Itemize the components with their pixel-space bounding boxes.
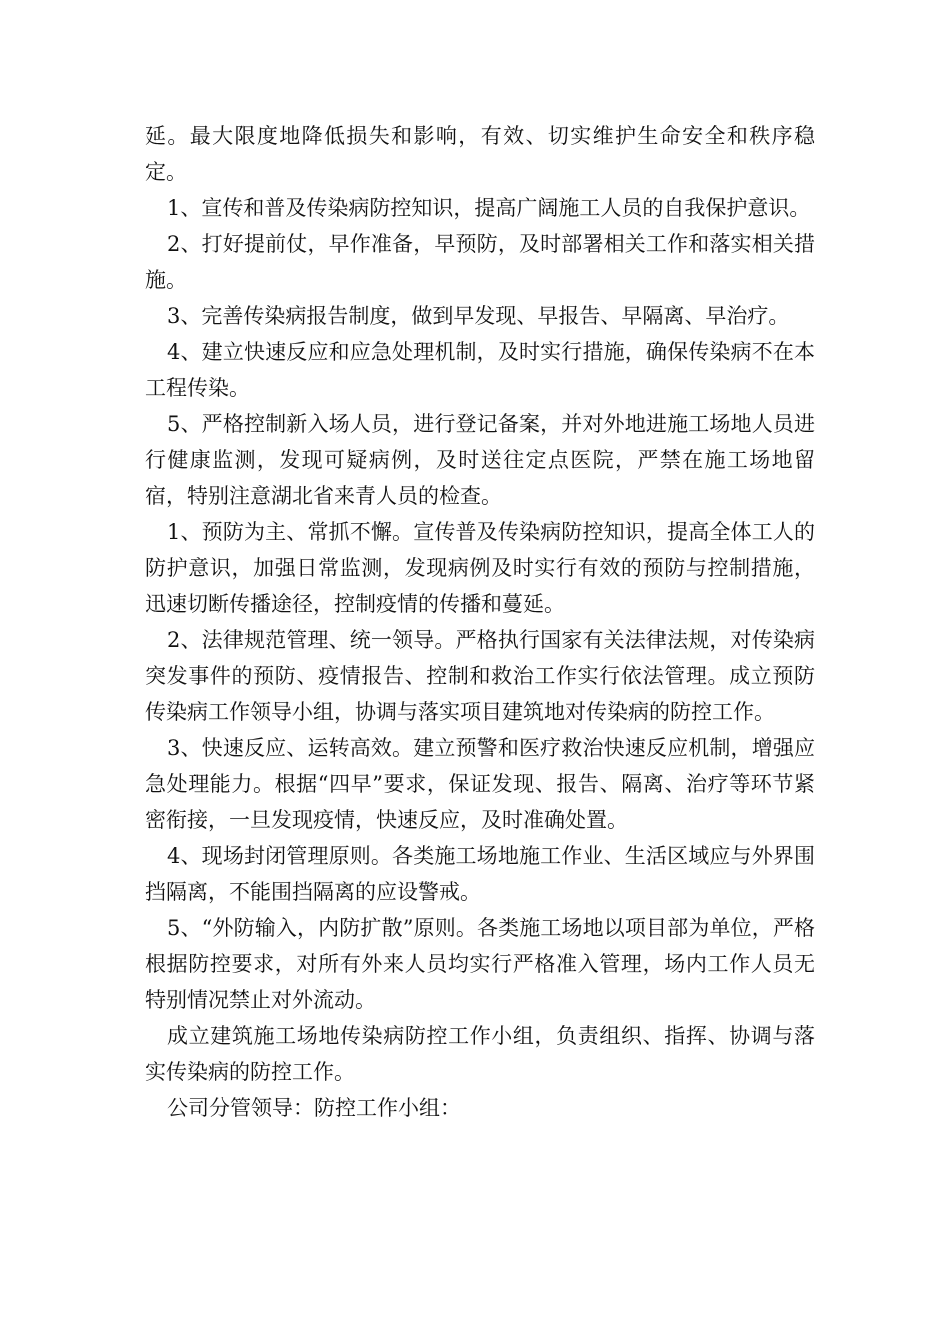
paragraph-team-setup: 成立建筑施工场地传染病防控工作小组，负责组织、指挥、协调与落实传染病的防控工作。 xyxy=(145,1024,815,1084)
paragraph-measure-1: 1、宣传和普及传染病防控知识，提高广阔施工人员的自我保护意识。 xyxy=(167,196,811,220)
paragraph-measure-2: 2、打好提前仗，早作准备，早预防，及时部署相关工作和落实相关措施。 xyxy=(145,232,815,292)
paragraph-principle-2: 2、法律规范管理、统一领导。严格执行国家有关法律法规，对传染病突发事件的预防、疫情报告、控制和救治工作实行依法管理。成立预防传染病工作领导小组，协调与落实项目建筑地对传染病的防控工作。 xyxy=(145,628,815,724)
paragraph-principle-1: 1、预防为主、常抓不懈。宣传普及传染病防控知识，提高全体工人的防护意识，加强日常监测，发现病例及时实行有效的预防与控制措施，迅速切断传播途径，控制疫情的传播和蔓延。 xyxy=(145,520,815,616)
paragraph-principle-5: 5、“外防输入，内防扩散”原则。各类施工场地以项目部为单位，严格根据防控要求，对所有外来人员均实行严格准入管理，场内工作人员无特别情况禁止对外流动。 xyxy=(145,916,815,1012)
paragraph-measure-4: 4、建立快速反应和应急处理机制，及时实行措施，确保传染病不在本工程传染。 xyxy=(145,340,815,400)
paragraph-measure-5: 5、严格控制新入场人员，进行登记备案，并对外地进施工场地人员进行健康监测，发现可疑病例，及时送往定点医院，严禁在施工场地留宿，特别注意湖北省来青人员的检查。 xyxy=(145,412,815,508)
paragraph-principle-3: 3、快速反应、运转高效。建立预警和医疗救治快速反应机制，增强应急处理能力。根据“四早”要求，保证发现、报告、隔离、治疗等环节紧密衔接，一旦发现疫情，快速反应，及时准确处置。 xyxy=(145,736,815,832)
document-body xyxy=(145,118,815,1126)
paragraph-continuation: 延。最大限度地降低损失和影响，有效、切实维护生命安全和秩序稳定。 xyxy=(145,124,815,184)
paragraph-principle-4: 4、现场封闭管理原则。各类施工场地施工作业、生活区域应与外界围挡隔离，不能围挡隔离的应设警戒。 xyxy=(145,844,815,904)
paragraph-measure-3: 3、完善传染病报告制度，做到早发现、早报告、早隔离、早治疗。 xyxy=(167,304,790,328)
paragraph-team-leader: 公司分管领导：防控工作小组： xyxy=(167,1096,461,1120)
